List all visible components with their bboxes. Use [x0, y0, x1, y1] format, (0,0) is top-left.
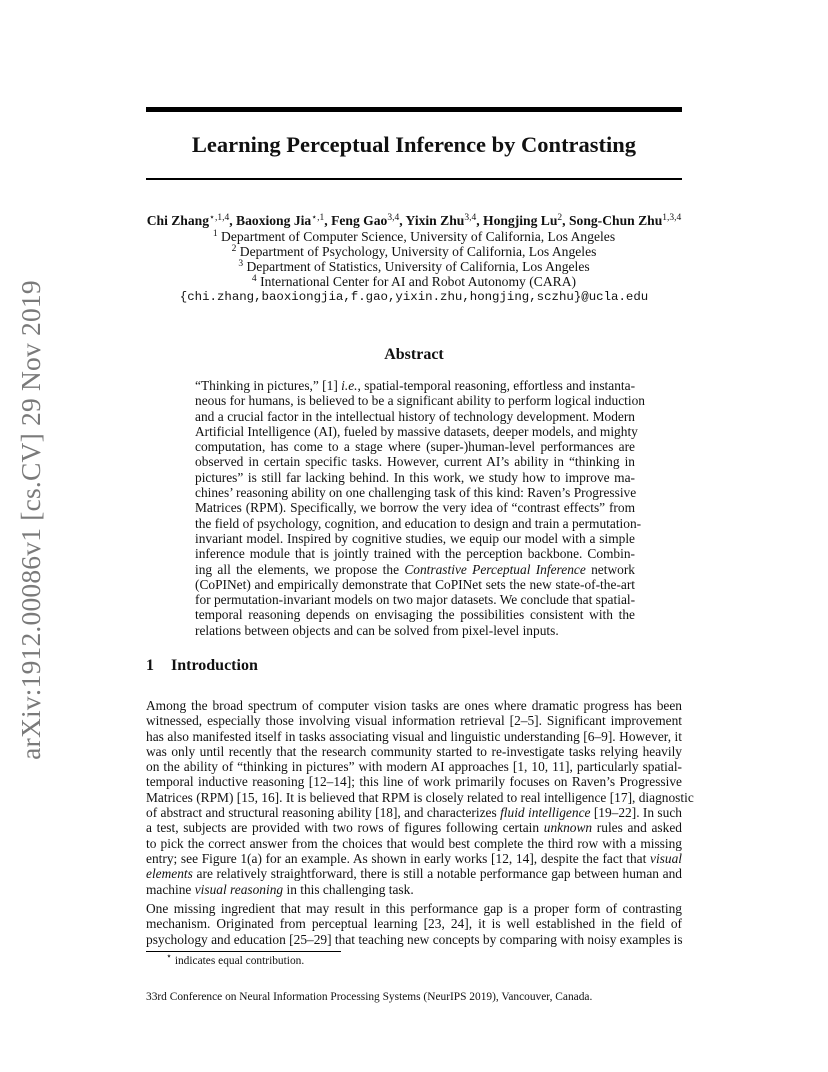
text-run: has also manifested itself in tasks associating visual and linguistic understanding [6–9]. However, it [146, 728, 682, 744]
text-run: entry; see Figure 1(a) for an example. As shown in early works [12, 14], despite the fact that [146, 850, 650, 866]
text-run: relations between objects and can be solved from pixel-level inputs. [195, 622, 559, 638]
author-affiliation-marks: 3,4 [464, 213, 477, 223]
text-line [195, 531, 635, 546]
title-top-rule [146, 107, 682, 112]
author-name: Song-Chun Zhu [568, 213, 663, 228]
author-affiliation-marks: 2 [557, 213, 563, 223]
section-heading-introduction [146, 656, 258, 676]
text-line [195, 500, 635, 515]
text-line [146, 729, 682, 744]
text-run: was only until recently that the research community started to re-investigate tasks relying heavily [146, 743, 682, 759]
footnote-text: indicates equal contribution. [174, 955, 305, 967]
author-name: Chi Zhang [146, 213, 210, 228]
italic-text-run: fluid intelligence [500, 805, 591, 821]
title-bottom-rule [146, 178, 682, 180]
affiliation-mark: 4 [251, 274, 257, 284]
footnote-rule [146, 951, 341, 952]
text-run: One missing ingredient that may result in this performance gap is a proper form of contrasting [146, 901, 682, 916]
author-name: Feng Gao [331, 213, 388, 228]
italic-text-run: visual reasoning [194, 881, 284, 897]
affiliation-mark: 2 [231, 244, 237, 254]
footnote-mark: ⋆ [166, 952, 172, 962]
affiliation-mark: 3 [238, 259, 244, 269]
text-line [146, 744, 682, 759]
affiliation [100, 244, 728, 259]
text-run: network [585, 561, 635, 577]
text-run: the field of psychology, cognition, and education to design and train a permutation- [195, 515, 642, 531]
text-run: in this challenging task. [283, 881, 414, 897]
text-line [195, 607, 635, 622]
text-run: Matrices (RPM) [15, 16]. It is believed that RPM is closely related to real intelligence [17], diagnostic [146, 789, 694, 805]
text-line [146, 820, 682, 835]
affiliation-list [100, 229, 728, 289]
text-run: computation, has come to a stage where (super-)human-level performances are [195, 439, 635, 455]
text-line [146, 759, 682, 774]
italic-text-run: elements [146, 866, 193, 882]
text-line [195, 439, 635, 454]
text-line [195, 393, 645, 409]
text-run: and a crucial factor in the intellectual history of technology development. Modern [195, 408, 635, 424]
text-run: witnessed, especially those involving visual information retrieval [2–5]. Significant improvement [146, 713, 682, 729]
italic-text-run: visual [650, 850, 682, 866]
conference-notice: 33rd Conference on Neural Information Processing Systems (NeurIPS 2019), Vancouver, Canada. [146, 991, 593, 1003]
text-run: Among the broad spectrum of computer vision tasks are ones where dramatic progress has been [146, 698, 682, 713]
text-line [195, 485, 635, 500]
section-number: 1 [146, 657, 154, 674]
text-run: invariant model. Inspired by cognitive studies, we equip our model with a simple [195, 530, 635, 546]
text-run: Artificial Intelligence (AI), fueled by massive datasets, deeper models, and mighty [195, 423, 638, 439]
text-line [195, 454, 635, 469]
author-affiliation-marks: ⋆,1 [311, 213, 325, 223]
text-run: a test, subjects are provided with two rows of figures following certain [146, 820, 544, 836]
author-name: Baoxiong Jia [236, 213, 312, 228]
text-run: on the ability of “thinking in pictures” with modern AI approaches [1, 10, 11], particularly spatial- [146, 759, 682, 775]
text-run: of abstract and structural reasoning ability [18], and characterizes [146, 805, 501, 821]
author-affiliation-marks: 3,4 [387, 213, 400, 223]
text-run: temporal inductive reasoning [12–14]; this line of work primarily focuses on Raven’s Progressive [146, 774, 682, 790]
author-name: Yixin Zhu [405, 213, 465, 228]
arxiv-identifier-text: arXiv:1912.00086v1 [cs.CV] 29 Nov 2019 [15, 280, 46, 760]
text-run: ing all the elements, we propose the [195, 561, 405, 577]
text-line [146, 916, 682, 931]
text-run: “Thinking in pictures,” [1] [195, 378, 342, 393]
section-title: Introduction [171, 657, 258, 674]
text-line [146, 901, 682, 916]
text-run: rules and asked [592, 820, 682, 836]
text-run: mechanism. Originated from perceptual learning [23, 24], it is well established in the field of [146, 916, 682, 932]
text-run: observed in certain specific tasks. However, current AI’s ability in “thinking in [195, 454, 635, 470]
text-line [195, 546, 635, 561]
author-name: Hongjing Lu [483, 213, 558, 228]
text-run: [19–22]. In such [590, 805, 682, 821]
affiliation-text: Department of Computer Science, University of California, Los Angeles [221, 229, 616, 244]
text-run: Matrices (RPM). Specifically, we borrow the very idea of “contrast effects” from [195, 500, 635, 516]
text-line [195, 562, 635, 577]
italic-text-run: i.e. [341, 378, 358, 393]
text-run: to pick the correct answer from the choices that would best complete the third row with a missing [146, 835, 682, 851]
italic-text-run: Contrastive Perceptual Inference [404, 561, 586, 577]
text-line [146, 698, 682, 713]
text-line [146, 851, 682, 866]
abstract-body [195, 378, 645, 638]
text-line [195, 470, 635, 485]
author-emails: {chi.zhang,baoxiongjia,f.gao,yixin.zhu,hongjing,sczhu}@ucla.edu [179, 290, 649, 304]
affiliation-text: Department of Psychology, University of California, Los Angeles [239, 244, 597, 259]
affiliation [100, 274, 728, 289]
author-block [100, 213, 728, 305]
text-run: inference module that is jointly trained with the perception backbone. Combin- [195, 546, 635, 562]
footnote [166, 954, 304, 968]
affiliation [100, 229, 728, 244]
text-line [195, 409, 635, 424]
text-run: temporal reasoning depends on envisaging the possibilities consistent with the [195, 607, 635, 623]
text-line [195, 378, 635, 393]
text-line [146, 789, 694, 805]
abstract-heading: Abstract [384, 346, 444, 363]
affiliation-text: Department of Statistics, University of California, Los Angeles [246, 259, 590, 274]
text-run: (CoPINet) and empirically demonstrate that CoPINet sets the new state-of-the-art [195, 576, 635, 592]
text-run: are relatively straightforward, there is still a notable performance gap between human and [192, 866, 682, 882]
text-run: for permutation-invariant models on two major datasets. We conclude that spatial- [195, 592, 636, 608]
intro-paragraph-1 [146, 698, 694, 897]
text-line [146, 713, 682, 728]
text-line [146, 932, 682, 947]
text-line [195, 577, 635, 592]
affiliation-mark: 1 [212, 229, 218, 239]
text-run: chines’ reasoning ability on one challenging task of this kind: Raven’s Progressive [195, 485, 637, 501]
author-affiliation-marks: 1,3,4 [662, 213, 682, 223]
author-list: Chi Zhang$^{⋆,1,4}$, Baoxiong Jia$^{⋆,1}$, Feng Gao$^{3,4}$, Yixin Zhu$^{3,4}$, Hongjing Lu$^2$, Song-Chun Zhu$^{1,3,4}$ [146, 213, 682, 228]
italic-text-run: unknown [543, 820, 593, 836]
affiliation [100, 259, 728, 274]
affiliation-text: International Center for AI and Robot Autonomy (CARA) [260, 274, 577, 289]
author-affiliation-marks: ⋆,1,4 [209, 213, 230, 223]
text-run: neous for humans, is believed to be a significant ability to perform logical induction [195, 393, 645, 409]
text-run: , spatial-temporal reasoning, effortless and instanta- [357, 378, 636, 393]
text-line [195, 623, 635, 638]
text-run: machine [146, 881, 195, 897]
intro-paragraph-2 [146, 901, 682, 947]
text-run: pictures” is still far lacking behind. In this work, we study how to improve ma- [195, 469, 635, 485]
text-line [146, 866, 682, 881]
text-line [146, 882, 682, 897]
text-line [195, 423, 638, 439]
text-run: psychology and education [25–29] that teaching new concepts by comparing with noisy examples is [146, 931, 683, 947]
text-line [146, 805, 682, 820]
text-line [146, 836, 682, 851]
text-line [195, 592, 635, 607]
text-line [146, 774, 682, 789]
text-line [195, 515, 642, 531]
paper-title: Learning Perceptual Inference by Contrasting [191, 132, 637, 157]
